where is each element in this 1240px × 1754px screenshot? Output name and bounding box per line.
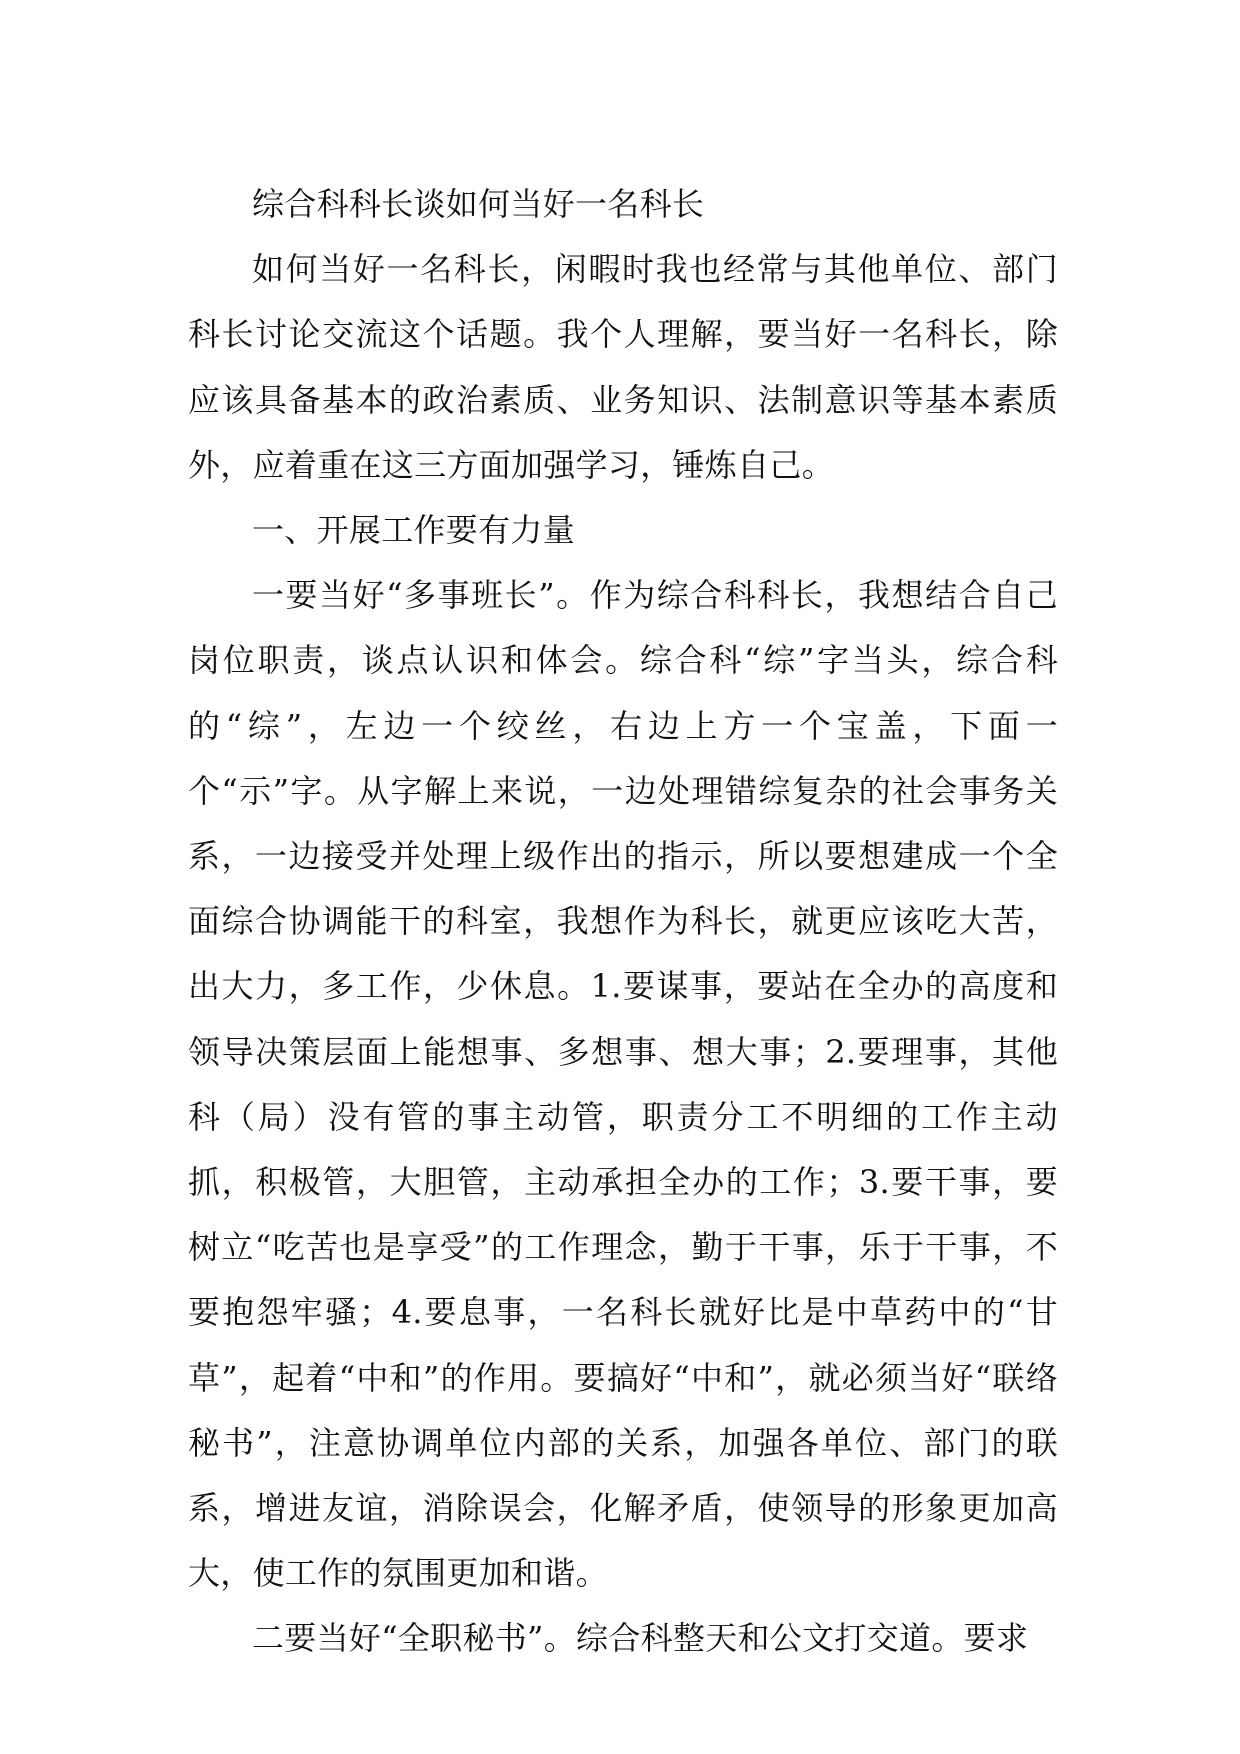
document-title: 综合科科长谈如何当好一名科长 [252,185,705,223]
paragraph-second-point: 二要当好“全职秘书”。综合科整天和公文打交道。要求 [252,1619,1029,1658]
paragraph-intro: 如何当好一名科长，闲暇时我也经常与其他单位、部门科长讨论交流这个话题。我个人理解，要当好一名科长，除应该具备基本的政治素质、业务知识、法制意识等基本素质外，应着重在这三方面加强学习，锤炼自己。 [188,250,1058,484]
paragraph-first-point: 一要当好“多事班长”。作为综合科科长，我想结合自己岗位职责，谈点认识和体会。综合科“综”字当头，综合科的“综”，左边一个绞丝，右边上方一个宝盖，下面一个“示”字。从字解上来说，一边处理错综复杂的社会事务关系，一边接受并处理上级作出的指示，所以要想建成一个全面综合协调能干的科室，我想作为科长，就更应该吃大苦，出大力，多工作，少休息。1.要谋事，要站在全办的高度和领导决策层面上能想事、多想事、想大事；2.要理事，其他科（局）没有管的事主动管，职责分工不明细的工作主动抓，积极管，大胆管，主动承担全办的工作；3.要干事，要树立“吃苦也是享受”的工作理念，勤于干事，乐于干事，不要抱怨牢骚；4.要息事，一名科长就好比是中草药中的“甘草”，起着“中和”的作用。要搞好“中和”，就必须当好“联络秘书”，注意协调单位内部的关系，加强各单位、部门的联系，增进友谊，消除误会，化解矛盾，使领导的形象更加高大，使工作的氛围更加和谐。 [188,576,1058,1593]
section-heading-1: 一、开展工作要有力量 [252,511,576,550]
document-body [188,172,1058,1672]
